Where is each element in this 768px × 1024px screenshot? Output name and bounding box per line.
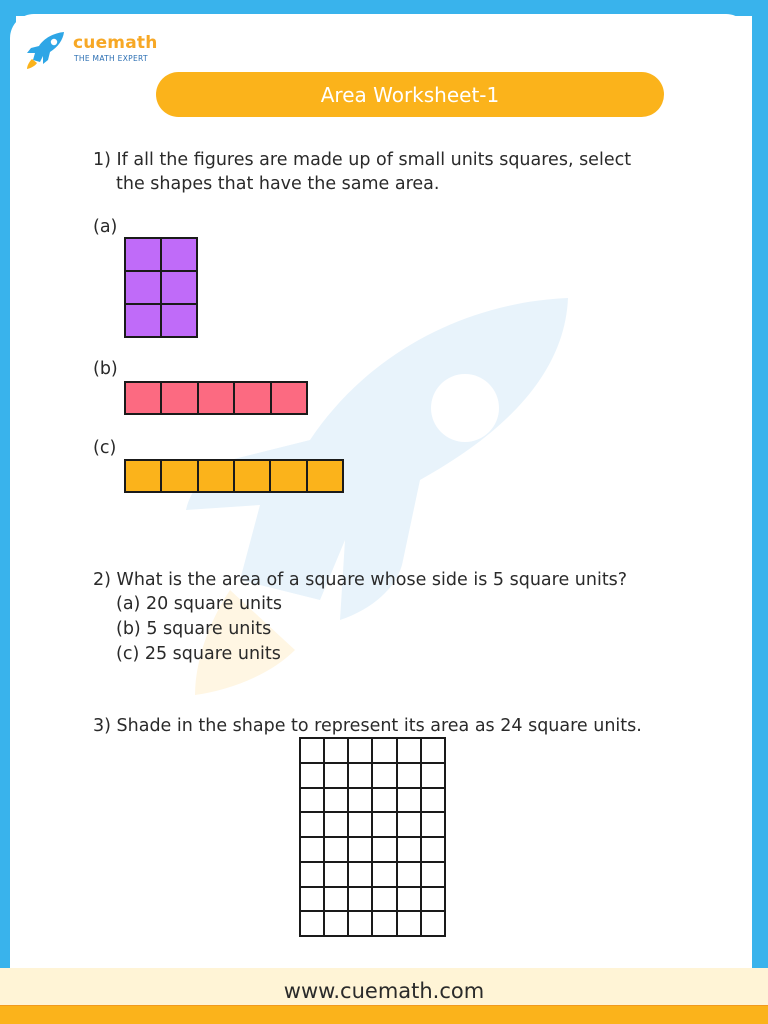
unit-square[interactable] [348, 911, 372, 936]
unit-square[interactable] [324, 788, 348, 813]
unit-square[interactable] [397, 837, 421, 862]
unit-square[interactable] [324, 911, 348, 936]
footer-stripe [0, 1006, 768, 1024]
unit-square[interactable] [348, 812, 372, 837]
unit-square [161, 304, 197, 337]
unit-square [161, 460, 197, 492]
unit-square[interactable] [300, 738, 324, 763]
unit-square[interactable] [421, 788, 445, 813]
unit-square[interactable] [324, 887, 348, 912]
q2-option-a: (a) 20 square units [116, 594, 282, 614]
unit-square [161, 238, 197, 271]
unit-square[interactable] [372, 788, 396, 813]
rocket-icon [24, 30, 68, 70]
brand-tagline: THE MATH EXPERT [74, 54, 148, 63]
unit-square [234, 382, 270, 414]
unit-square[interactable] [324, 837, 348, 862]
unit-square [271, 382, 307, 414]
shape-a-label: (a) [93, 217, 118, 237]
unit-square[interactable] [372, 862, 396, 887]
shape-c-grid [124, 459, 344, 493]
frame-right [752, 0, 768, 1024]
unit-square [234, 460, 270, 492]
q3-question: 3) Shade in the shape to represent its area as 24 square units. [93, 716, 642, 736]
unit-square [125, 460, 161, 492]
unit-square[interactable] [397, 788, 421, 813]
unit-square[interactable] [372, 763, 396, 788]
unit-square[interactable] [372, 837, 396, 862]
shape-b-label: (b) [93, 359, 118, 379]
shape-a-grid [124, 237, 198, 338]
unit-square[interactable] [300, 862, 324, 887]
shape-b-grid [124, 381, 308, 415]
unit-square [125, 304, 161, 337]
unit-square[interactable] [421, 812, 445, 837]
unit-square[interactable] [348, 763, 372, 788]
unit-square[interactable] [372, 911, 396, 936]
unit-square[interactable] [397, 862, 421, 887]
unit-square[interactable] [397, 738, 421, 763]
unit-square[interactable] [348, 837, 372, 862]
unit-square[interactable] [421, 887, 445, 912]
unit-square[interactable] [300, 812, 324, 837]
cuemath-logo[interactable] [24, 30, 184, 70]
worksheet-title-banner [156, 72, 664, 117]
shading-grid[interactable] [299, 737, 446, 937]
unit-square[interactable] [300, 837, 324, 862]
unit-square[interactable] [397, 911, 421, 936]
q2-option-b: (b) 5 square units [116, 619, 272, 639]
unit-square [198, 460, 234, 492]
unit-square [161, 382, 197, 414]
unit-square[interactable] [348, 788, 372, 813]
brand-name: cuemath [73, 33, 158, 53]
unit-square[interactable] [300, 788, 324, 813]
unit-square [270, 460, 306, 492]
unit-square[interactable] [397, 763, 421, 788]
unit-square[interactable] [397, 887, 421, 912]
unit-square [125, 238, 161, 271]
unit-square [161, 271, 197, 304]
unit-square[interactable] [372, 738, 396, 763]
q2-option-c: (c) 25 square units [116, 644, 281, 664]
unit-square[interactable] [300, 911, 324, 936]
unit-square[interactable] [397, 812, 421, 837]
q2-question: 2) What is the area of a square whose side is 5 square units? [93, 570, 628, 590]
unit-square[interactable] [348, 887, 372, 912]
shape-c-label: (c) [93, 438, 117, 458]
unit-square [125, 271, 161, 304]
unit-square[interactable] [421, 837, 445, 862]
unit-square[interactable] [324, 763, 348, 788]
unit-square[interactable] [348, 738, 372, 763]
footer-url[interactable]: www.cuemath.com [283, 979, 485, 1003]
unit-square[interactable] [300, 887, 324, 912]
unit-square[interactable] [421, 738, 445, 763]
unit-square [125, 382, 161, 414]
worksheet-title: Area Worksheet-1 [320, 82, 500, 107]
unit-square[interactable] [421, 911, 445, 936]
unit-square [198, 382, 234, 414]
unit-square[interactable] [372, 887, 396, 912]
unit-square[interactable] [324, 738, 348, 763]
unit-square [307, 460, 343, 492]
q1-line2: the shapes that have the same area. [116, 174, 440, 194]
unit-square[interactable] [421, 763, 445, 788]
unit-square[interactable] [300, 763, 324, 788]
unit-square[interactable] [372, 812, 396, 837]
unit-square[interactable] [348, 862, 372, 887]
unit-square[interactable] [421, 862, 445, 887]
unit-square[interactable] [324, 862, 348, 887]
unit-square[interactable] [324, 812, 348, 837]
q1-line1: 1) If all the figures are made up of small units squares, select [93, 150, 632, 170]
